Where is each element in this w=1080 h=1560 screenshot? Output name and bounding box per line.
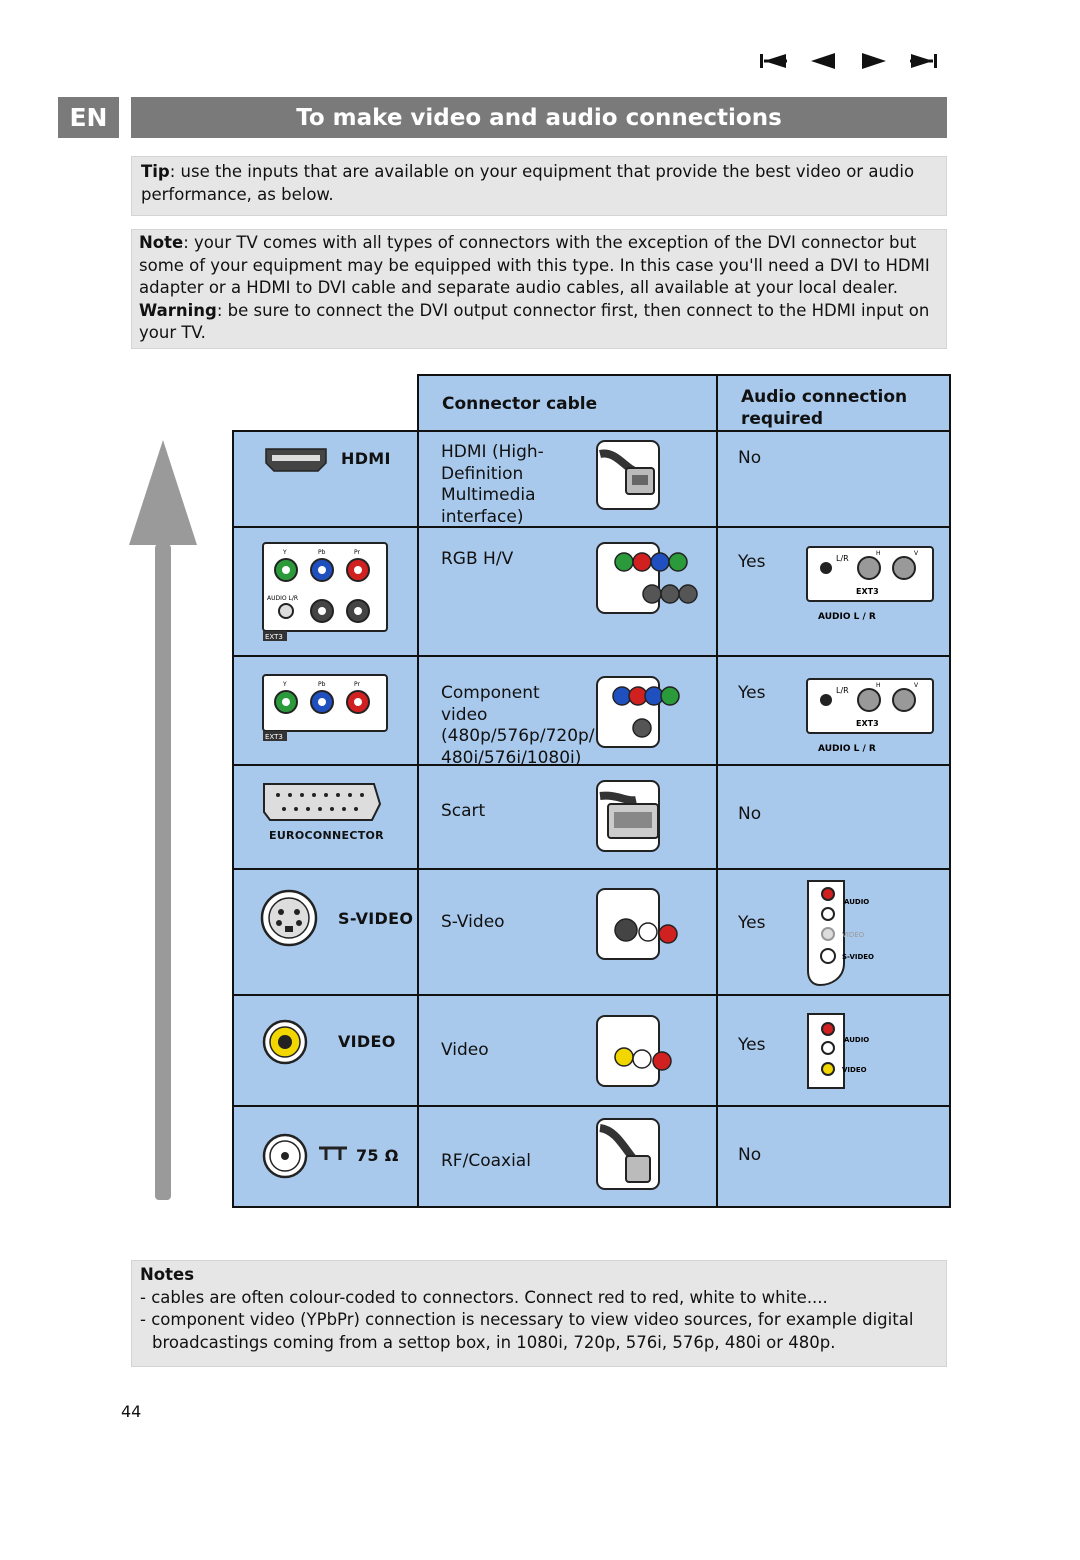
tip-label: Tip [141,162,170,181]
antenna-symbol-icon [318,1146,348,1162]
language-badge: EN [58,97,119,138]
note-text: : your TV comes with all types of connectors with the exception of the DVI connector but some of your equipment may be equipped with this type. In this case you'll need a DVI to HDMI adapter or a HDMI to DVI cable and separate audio cables, all available at your local dealer. [139,233,930,297]
cable-name: Scart [441,801,486,821]
svg-text:AUDIO L / R: AUDIO L / R [818,744,876,754]
svg-text:Pr: Pr [354,681,360,688]
cable-name: Video [441,1040,489,1060]
header-audio-required: Audio connection required [741,387,908,429]
svg-text:V: V [914,682,919,689]
svg-text:EXT3: EXT3 [856,719,879,728]
svg-text:Pr: Pr [354,549,360,556]
cable-name: RF/Coaxial [441,1151,531,1171]
page-title: To make video and audio connections [131,97,947,138]
video-cable-icon [596,1015,692,1087]
svg-text:L/R: L/R [836,554,849,563]
warning-text: : be sure to connect the DVI output connector first, then connect to the HDMI input on your TV. [139,300,930,342]
audio-required: Yes [738,683,766,703]
hdmi-port-icon [264,447,328,473]
ext3-rgb-panel-icon [262,542,390,642]
warning-label: Warning [139,300,217,320]
tip-box [131,156,947,216]
last-page-icon[interactable] [908,50,938,72]
svg-text:AUDIO: AUDIO [844,1036,870,1044]
header-connector-cable: Connector cable [442,394,598,414]
ext3-audio-panel-icon [806,678,936,756]
audio-required: Yes [738,552,766,572]
notes-box [131,1260,947,1367]
svideo-cable-icon [596,888,692,960]
scart-cable-icon [596,780,660,852]
port-label-euroconnector: EUROCONNECTOR [269,829,384,842]
svg-text:Y: Y [283,549,287,556]
up-arrow-graphic [129,440,197,1202]
svg-text:AUDIO: AUDIO [844,898,870,906]
port-label-75-ohm: 75 Ω [356,1146,399,1165]
antenna-port-icon [262,1133,308,1179]
cable-name: S-Video [441,912,505,932]
ext3-audio-panel-icon [806,546,936,624]
page-number: 44 [121,1402,142,1421]
audio-required: No [738,448,762,468]
scart-port-icon [262,782,382,822]
side-av-panel-icon [806,1012,896,1092]
side-av-panel-icon [806,879,896,987]
svg-text:EXT3: EXT3 [856,587,879,596]
svg-text:H: H [876,682,881,689]
previous-page-icon[interactable] [809,50,839,72]
first-page-icon[interactable] [759,50,789,72]
coaxial-cable-icon [596,1118,660,1190]
audio-required: Yes [738,1035,766,1055]
svg-text:H: H [876,550,881,557]
port-label-video: VIDEO [338,1032,396,1051]
note-box [131,229,947,349]
audio-required: Yes [738,913,766,933]
svg-text:S-VIDEO: S-VIDEO [842,953,875,961]
svg-text:VIDEO: VIDEO [842,1066,867,1074]
tip-text: : use the inputs that are available on your equipment that provide the best video or audio performance, as below. [141,162,915,204]
component-cable-icon [596,676,692,748]
port-label-hdmi: HDMI [341,449,391,468]
cable-name: Component video (480p/576p/720p/ 480i/576i/1080i) [441,683,595,768]
svg-text:VIDEO: VIDEO [842,931,865,939]
ext3-ypbpr-panel-icon [262,674,390,744]
list-item: - component video (YPbPr) connection is necessary to view video sources, for example digital broadcastings coming from a settop box, in 1080i, 720p, 576i, 576p, 480i or 480p. [140,1310,914,1352]
svg-text:Pb: Pb [318,681,326,688]
svg-text:EXT3: EXT3 [265,633,283,641]
list-item: - cables are often colour-coded to connectors. Connect red to red, white to white.... [140,1287,828,1307]
port-label-svideo: S-VIDEO [338,909,414,928]
svg-text:AUDIO L/R: AUDIO L/R [267,595,299,602]
svg-text:Pb: Pb [318,549,326,556]
audio-required: No [738,1145,762,1165]
svg-text:L/R: L/R [836,686,849,695]
next-page-icon[interactable] [858,50,888,72]
cable-name: HDMI (High-Definition Multimedia interface) [441,442,544,527]
video-port-icon [262,1019,308,1065]
svideo-port-icon [259,888,319,948]
svg-text:EXT3: EXT3 [265,733,283,741]
notes-label: Notes [140,1265,195,1284]
audio-required: No [738,804,762,824]
svg-text:V: V [914,550,919,557]
svg-text:AUDIO L / R: AUDIO L / R [818,612,876,622]
hdmi-cable-icon [596,440,660,510]
note-label: Note [139,233,184,252]
cable-name: RGB H/V [441,549,514,569]
connections-table [232,374,951,1208]
svg-text:Y: Y [283,681,287,688]
rgb-cable-icon [596,542,708,614]
